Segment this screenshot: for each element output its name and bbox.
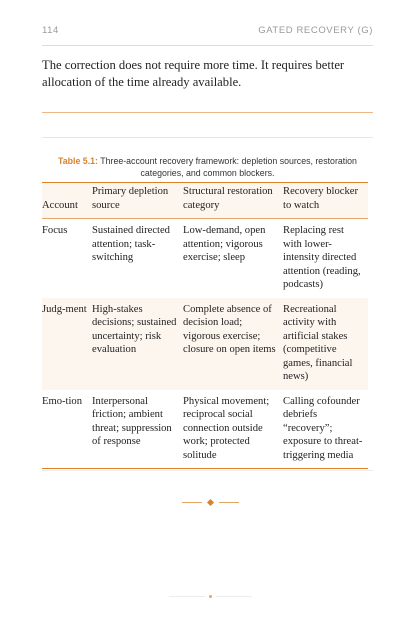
running-head bbox=[42, 22, 373, 38]
header-restoration-category: Structural restoration category bbox=[183, 183, 283, 219]
running-title: GATED RECOVERY (G) bbox=[258, 24, 373, 36]
footer-line-right bbox=[216, 596, 252, 597]
diamond-icon bbox=[206, 498, 213, 505]
table-header-row bbox=[42, 183, 368, 219]
section-rule-light bbox=[42, 137, 373, 138]
header-account: Account bbox=[42, 183, 92, 219]
cell-depletion-source: Sustained directed attention; task-switching bbox=[92, 225, 170, 263]
ornament-line-right bbox=[219, 502, 239, 503]
cell-account: Emo-tion bbox=[42, 390, 92, 469]
page-number: 114 bbox=[42, 24, 59, 36]
table-row bbox=[42, 219, 368, 298]
table-caption-text: Three-account recovery framework: depletion sources, restoration categories, and common blockers. bbox=[97, 156, 357, 178]
table-row bbox=[42, 390, 368, 469]
footer-ornament bbox=[0, 592, 420, 600]
recovery-framework-table bbox=[42, 182, 368, 469]
cell-recovery-blocker: Replacing rest with lower-intensity directed attention (reading, podcasts) bbox=[283, 225, 361, 290]
cell-restoration-category: Physical movement; reciprocal social connection outside work; protected solitude bbox=[183, 390, 283, 469]
cell-recovery-blocker: Recreational activity with artificial stakes (competitive games, financial news) bbox=[283, 298, 368, 390]
footer-line-left bbox=[169, 596, 205, 597]
cell-restoration-category: Low-demand, open attention; vigorous exercise; sleep bbox=[183, 225, 266, 263]
section-rule bbox=[42, 112, 373, 113]
table-row bbox=[42, 298, 368, 390]
table-caption bbox=[50, 155, 365, 179]
cell-depletion-source: High-stakes decisions; sustained uncertainty; risk evaluation bbox=[92, 298, 183, 390]
header-recovery-blocker: Recovery blocker to watch bbox=[283, 183, 368, 219]
cell-account: Judg-ment bbox=[42, 298, 92, 390]
table-caption-label: Table 5.1: bbox=[58, 156, 98, 166]
section-ornament bbox=[0, 496, 420, 508]
body-paragraph: The correction does not require more time. It requires better allocation of the time already available. bbox=[42, 58, 345, 89]
ornament-line-left bbox=[182, 502, 202, 503]
recovery-table-wrap bbox=[42, 182, 368, 469]
cell-restoration-category: Complete absence of decision load; vigorous exercise; closure on open items bbox=[183, 298, 283, 390]
dot-icon bbox=[209, 595, 212, 598]
cell-recovery-blocker: Calling cofounder debriefs “recovery”; exposure to threat-triggering media bbox=[283, 390, 368, 469]
cell-depletion-source: Interpersonal friction; ambient threat; suppression of response bbox=[92, 390, 183, 469]
bottom-rule bbox=[42, 470, 373, 471]
header-depletion-source: Primary depletion source bbox=[92, 183, 183, 219]
cell-account: Focus bbox=[42, 225, 68, 236]
header-rule bbox=[42, 45, 373, 46]
